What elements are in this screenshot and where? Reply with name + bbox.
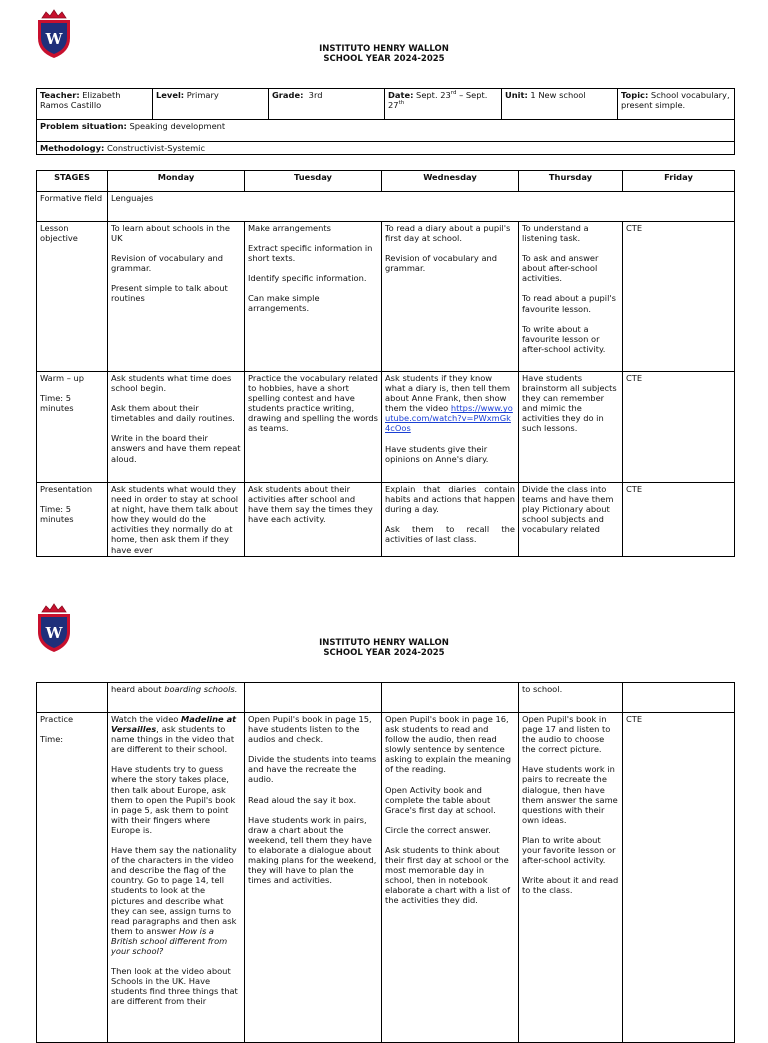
lesson-tuesday: Make arrangements Extract specific information in short texts. Identify specific information. Can make simple arrangements.	[245, 222, 382, 372]
warmup-wednesday: Ask students if they know what a diary is, then tell them about Anne Frank, then show them the video https://www.youtube.com/watch?v=PWxmGk4cOos Have students give their opinions on Anne's diary.	[382, 372, 519, 483]
lesson-plan-table	[36, 170, 735, 557]
practice-thursday: Open Pupil's book in page 17 and listen to the audio to choose the correct picture. Have students work in pairs to recreate the dialogue, then have them answer the same questions with their own ideas. Plan to write about your favorite lesson or after-school activity. Write about it and read to the class.	[519, 713, 623, 1043]
header-stages: STAGES	[37, 171, 108, 192]
lesson-thursday: To understand a listening task. To ask and answer about after-school activities. To read about a pupil's favourite lesson. To write about a favourite lesson or after-school activity.	[519, 222, 623, 372]
header-tuesday: Tuesday	[245, 171, 382, 192]
practice-monday: Watch the video Madeline at Versailles, ask students to name things in the video that are different to their school. Have students try to guess where the story takes place, then talk about Europe, ask them to open the Pupil's book in page 5, ask them to point with their fingers where Europe is. Have them say the nationality of the characters in the video and describe the flag of the country. Go to page 14, tell students to look at the pictures and describe what they can see, assign turns to read paragraphs and then ask them to answer How is a British school different from your school? Then look at the video about Schools in the UK. Have students find three things that are different from their	[108, 713, 245, 1043]
svg-text:W: W	[45, 30, 63, 48]
info-table	[36, 88, 735, 155]
presentation-thursday: Divide the class into teams and have them play Pictionary about school subjects and vocabulary related	[519, 483, 623, 557]
presentation-monday: Ask students what would they need in order to stay at school at night, have them talk about how they would do the activities they normally do at home, then ask them if they have ever	[108, 483, 245, 557]
warmup-monday: Ask students what time does school begin. Ask them about their timetables and daily routines. Write in the board their answers and have them repeat aloud.	[108, 372, 245, 483]
lesson-friday: CTE	[623, 222, 735, 372]
stage-warm-up: Warm – up Time: 5 minutes	[37, 372, 108, 483]
youtube-link[interactable]: https://www.youtube.com/watch?v=PWxmGk4cOos	[385, 403, 513, 434]
level-cell: Level: Primary	[153, 89, 269, 120]
methodology: Methodology: Constructivist-Systemic	[37, 142, 735, 155]
cont-stage	[37, 683, 108, 713]
cont-wednesday	[382, 683, 519, 713]
lesson-plan-table-continued	[36, 682, 735, 1043]
svg-text:W: W	[45, 624, 63, 642]
topic-cell: Topic: School vocabulary, present simple.	[618, 89, 735, 120]
cont-monday: heard about boarding schools.	[108, 683, 245, 713]
school-year-page2: SCHOOL YEAR 2024-2025	[323, 648, 445, 658]
cont-tuesday	[245, 683, 382, 713]
stage-formative-field: Formative field	[37, 192, 108, 222]
school-year: SCHOOL YEAR 2024-2025	[323, 54, 445, 64]
stage-lesson-objective: Lesson objective	[37, 222, 108, 372]
stage-practice: Practice Time:	[37, 713, 108, 1043]
practice-wednesday: Open Pupil's book in page 16, ask students to read and follow the audio, then read slowly sentence by sentence asking to explain the meaning of the reading. Open Activity book and complete the table about Grace's first day at school. Circle the correct answer. Ask students to think about their first day at school or the most memorable day in school, then in notebook elaborate a chart with a list of the activities they did.	[382, 713, 519, 1043]
lesson-monday: To learn about schools in the UK Revision of vocabulary and grammar. Present simple to talk about routines	[108, 222, 245, 372]
stage-presentation: Presentation Time: 5 minutes	[37, 483, 108, 557]
date-cell: Date: Sept. 23rd – Sept. 27th	[385, 89, 502, 120]
cont-thursday: to school.	[519, 683, 623, 713]
practice-friday: CTE	[623, 713, 735, 1043]
header-thursday: Thursday	[519, 171, 623, 192]
warmup-friday: CTE	[623, 372, 735, 483]
practice-tuesday: Open Pupil's book in page 15, have students listen to the audios and check. Divide the students into teams and have the recreate the audio. Read aloud the say it box. Have students work in pairs, draw a chart about the weekend, tell them they have to elaborate a dialogue about making plans for the weekend, they will have to plan the times and activities.	[245, 713, 382, 1043]
presentation-friday: CTE	[623, 483, 735, 557]
header-friday: Friday	[623, 171, 735, 192]
teacher-cell: Teacher: Elizabeth Ramos Castillo	[37, 89, 153, 120]
school-name: INSTITUTO HENRY WALLON	[319, 44, 449, 54]
school-name-page2: INSTITUTO HENRY WALLON	[319, 638, 449, 648]
formative-field-value: Lenguajes	[108, 192, 735, 222]
warmup-thursday: Have students brainstorm all subjects they can remember and mimic the activities they do in such lessons.	[519, 372, 623, 483]
cont-friday	[623, 683, 735, 713]
grade-cell: Grade: 3rd	[269, 89, 385, 120]
presentation-wednesday: Explain that diaries contain habits and actions that happen during a day. Ask them to recall the activities of last class.	[382, 483, 519, 557]
header-wednesday: Wednesday	[382, 171, 519, 192]
warmup-tuesday: Practice the vocabulary related to hobbies, have a short spelling contest and have students practice writing, drawing and spelling the words as teams.	[245, 372, 382, 483]
header-monday: Monday	[108, 171, 245, 192]
presentation-tuesday: Ask students about their activities after school and have them say the times they have each activity.	[245, 483, 382, 557]
lesson-wednesday: To read a diary about a pupil's first day at school. Revision of vocabulary and grammar.	[382, 222, 519, 372]
problem-situation: Problem situation: Speaking development	[37, 120, 735, 142]
unit-cell: Unit: 1 New school	[502, 89, 618, 120]
